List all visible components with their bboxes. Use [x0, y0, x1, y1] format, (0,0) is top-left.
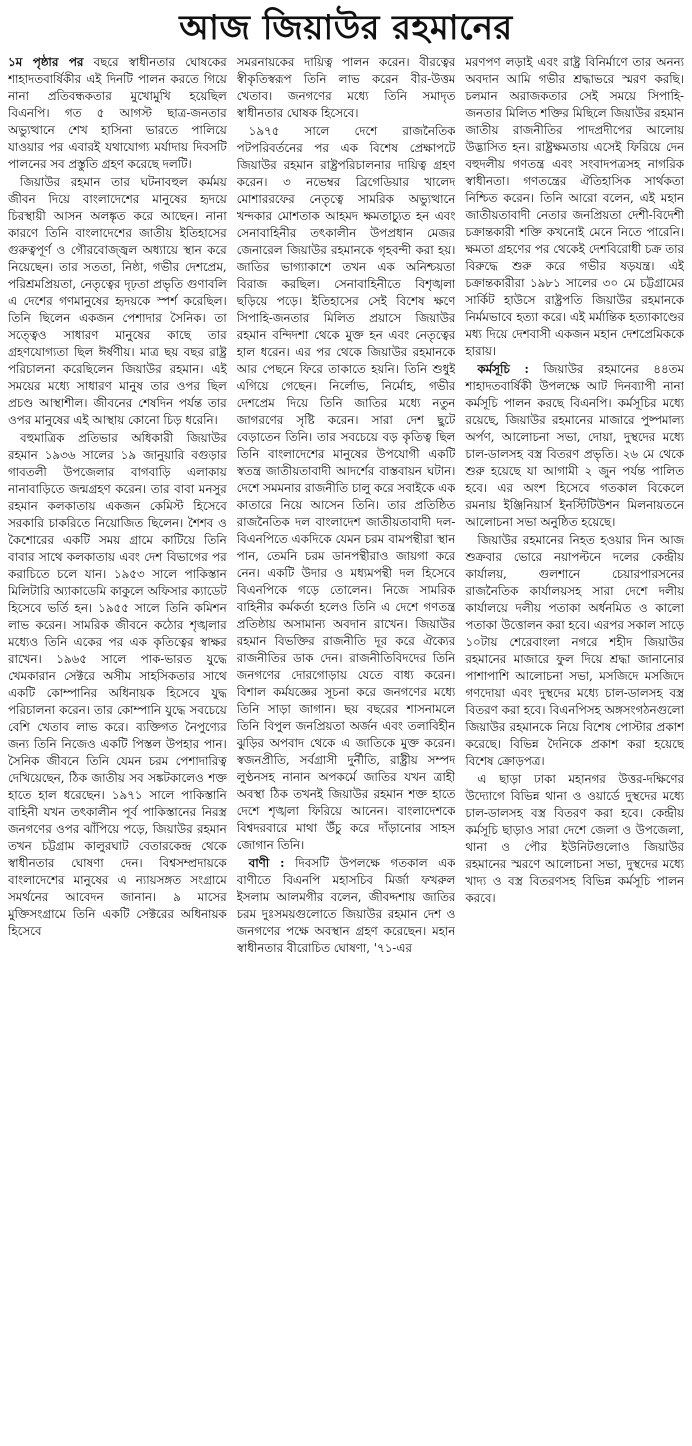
- column-3: [465, 54, 684, 1440]
- paragraph: [465, 361, 684, 531]
- paragraph: জিয়াউর রহমানের নিহত হওয়ার দিন আজ শুক্রবার ভোরে নয়াপল্টনে দলের কেন্দ্রীয় কার্যালয়, গুলশানে চেয়ারপারসনের রাজনৈতিক কার্যালয়সহ সারা দেশে দলীয় কার্যালয়ে দলীয় পতাকা অর্ধনমিত ও কালো পতাকা উত্তোলন করা হবে। এরপর সকাল সাড়ে ১০টায় শেরেবাংলা নগরে শহীদ জিয়াউর রহমানের মাজারে ফুল দিয়ে শ্রদ্ধা জানানোর পাশাপাশি আলোচনা সভা, মসজিদে মসজিদে গণদোয়া এবং দুস্থদের মধ্যে চাল-ডালসহ বস্ত্র বিতরণ করা হবে। বিএনপিসহ অঙ্গসংগঠনগুলো জিয়াউর রহমানকে নিয়ে বিশেষ পোস্টার প্রকাশ করেছে। বিভিন্ন দৈনিকে প্রকাশ করা হয়েছে বিশেষ ক্রোড়পত্র।: [465, 533, 685, 768]
- paragraph: [8, 54, 227, 173]
- article-columns: [8, 54, 684, 1440]
- paragraph: জিয়াউর রহমান তার ঘটনাবহুল কর্মময় জীবন দিয়ে বাংলাদেশের মানুষের হৃদয়ে চিরস্থায়ী আসন অলঙ্কৃত করে আছেন। নানা কারণে তিনি বাংলাদেশের জাতীয় ইতিহাসের গুরুত্বপূর্ণ ও গৌরবোজ্জ্বল অধ্যায়ে স্থান করে নিয়েছেন। তার সততা, নিষ্ঠা, গভীর দেশপ্রেম, পরিশ্রমপ্রিয়তা, নেতৃত্বের দৃঢ়তা প্রভৃতি গুণাবলি এ দেশের গণমানুষের হৃদয়কে স্পর্শ করেছিল। তিনি ছিলেন একজন পেশাদার সৈনিক। তা সত্ত্বেও সাধারণ মানুষের কাছে তার গ্রহণযোগ্যতা ছিল ঈর্ষণীয়। মাত্র ছয় বছর রাষ্ট্র পরিচালনা করেছিলেন জিয়াউর রহমান। এই সময়ের মধ্যে সাধারণ মানুষ তার ওপর ছিল প্রচণ্ড আস্থাশীল। জীবনের শেষদিন পর্যন্ত তার ওপর মানুষের এই আস্থায় কোনো চিড় ধরেনি।: [8, 175, 227, 427]
- paragraph: ১৯৭৫ সালে দেশে রাজনৈতিক পটপরিবর্তনের পর এক বিশেষ প্রেক্ষাপটে জিয়াউর রহমান রাষ্ট্রপরিচালনার দায়িত্ব গ্রহণ করেন। ৩ নভেম্বর ব্রিগেডিয়ার খালেদ মোশাররফের নেতৃত্বে সামরিক অভ্যুত্থানে খন্দকার মোশতাক আহমদ ক্ষমতাচ্যুত হন এবং সেনাবাহিনীর তৎকালীন উপপ্রধান মেজর জেনারেল জিয়াউর রহমানকে গৃহবন্দী করা হয়। জাতির ভাগ্যাকাশে তখন এক অনিশ্চয়তা বিরাজ করছিল। সেনাবাহিনীতে বিশৃঙ্খলা ছড়িয়ে পড়ে। ইতিহাসের সেই বিশেষ ক্ষণে সিপাহি-জনতার মিলিত প্রয়াসে জিয়াউর রহমান বন্দিদশা থেকে মুক্ত হন এবং নেতৃত্বের হাল ধরেন। এর পর থেকে জিয়াউর রহমানকে আর পেছনে ফিরে তাকাতে হয়নি। তিনি শুধুই এগিয়ে গেছেন। নির্লোভ, নির্মোহ, গভীর দেশপ্রেম দিয়ে তিনি জাতির মধ্যে নতুন জাগরণের সৃষ্টি করেন। সারা দেশ ছুটে বেড়াতেন তিনি। তার সবচেয়ে বড় কৃতিত্ব ছিল তিনি বাংলাদেশের মানুষের উপযোগী একটি স্বতন্ত্র জাতীয়তাবাদী আদর্শের বাস্তবায়ন ঘটান। দেশে সমমনার রাজনীতি চালু করে সবাইকে এক কাতারে নিয়ে আসেন তিনি। তার প্রতিষ্ঠিত রাজনৈতিক দল বাংলাদেশ জাতীয়তাবাদী দল-বিএনপিতে একদিকে যেমন চরম বামপন্থীরা স্থান পান, তেমনি চরম ডানপন্থীরাও জায়গা করে নেন। একটি উদার ও মধ্যমপন্থী দল হিসেবে বিএনপিকে গড়ে তোলেন। নিজে সামরিক বাহিনীর কর্মকর্তা হলেও তিনি এ দেশে গণতন্ত্র প্রতিষ্ঠায় অসামান্য অবদান রাখেন। জিয়াউর রহমান বিভক্তির রাজনীতি দূর করে ঐক্যের রাজনীতির ডাক দেন। রাজনীতিবিদদের তিনি জনগণের দোরগোড়ায় যেতে বাধ্য করেন। বিশাল কর্মযজ্ঞের সূচনা করে জনগণের মধ্যে তিনি সাড়া জাগান। ছয় বছরের শাসনামলে তিনি বিপুল জনপ্রিয়তা অর্জন এবং তলাবিহীন ঝুড়ির অপবাদ থেকে এ জাতিকে মুক্ত করেন। স্বজনপ্রীতি, সর্বগ্রাসী দুর্নীতি, রাষ্ট্রীয় সম্পদ লুণ্ঠনসহ নানান অপকর্মে জাতির যখন ত্রাহী অবস্থা ঠিক তখনই জিয়াউর রহমান শক্ত হাতে দেশে শৃঙ্খলা ফিরিয়ে আনেন। বাংলাদেশকে বিশ্বদরবারে মাথা উঁচু করে দাঁড়ানোর সাহস জোগান তিনি।: [236, 124, 456, 852]
- paragraph: বহুমাত্রিক প্রতিভার অধিকারী জিয়াউর রহমান ১৯৩৬ সালের ১৯ জানুয়ারি বগুড়ার গাবতলী উপজেলার বাগবাড়ি এলাকায় নানাবাড়িতে জন্মগ্রহণ করেন। তার বাবা মনসুর রহমান কলকাতায় একজন কেমিস্ট হিসেবে সরকারি চাকরিতে নিয়োজিত ছিলেন। শৈশব ও কৈশোরের একটি সময় গ্রামে কাটিয়ে তিনি বাবার সাথে কলকাতায় এবং দেশ বিভাগের পর করাচিতে চলে যান। ১৯৫৩ সালে পাকিস্তান মিলিটারি অ্যাকাডেমি কাকুলে অফিসার ক্যাডেট হিসেবে ভর্তি হন। ১৯৫৫ সালে তিনি কমিশন লাভ করেন। সামরিক জীবনে কঠোর শৃঙ্খলার মধ্যেও তিনি একের পর এক কৃতিত্বের স্বাক্ষর রাখেন। ১৯৬৫ সালে পাক-ভারত যুদ্ধে খেমকারান সেক্টরে অসীম সাহসিকতার সাথে একটি কোম্পানির অধিনায়ক হিসেবে যুদ্ধ পরিচালনা করেন। তার কোম্পানি যুদ্ধে সবচেয়ে বেশি খেতাব লাভ করে। ব্যক্তিগত নৈপুণ্যের জন্য তিনি নিজেও একটি পিস্তল উপহার পান। সৈনিক জীবনে তিনি যেমন চরম পেশাদারিত্ব দেখিয়েছেন, ঠিক জাতীয় সব সঙ্কটকালেও শক্ত হাতে হাল ধরেছেন। ১৯৭১ সালে পাকিস্তানি বাহিনী যখন তৎকালীন পূর্ব পাকিস্তানের নিরস্ত্র জনগণের ওপর ঝাঁপিয়ে পড়ে, জিয়াউর রহমান তখন চট্টগ্রাম কালুরঘাট বেতারকেন্দ্র থেকে স্বাধীনতার ঘোষণা দেন। বিশ্বসম্প্রদায়কে বাংলাদেশের মানুষের এ ন্যায়সঙ্গত সংগ্রামে সমর্থনের আবেদন জানান। ৯ মাসের মুক্তিসংগ্রামে তিনি একটি সেক্টরের অধিনায়ক হিসেবে: [8, 431, 227, 938]
- paragraph: [237, 855, 456, 957]
- column-2: [237, 54, 456, 1440]
- paragraph: সমরনায়কের দায়িত্ব পালন করেন। বীরত্বের স্বীকৃতিস্বরূপ তিনি লাভ করেন বীর-উত্তম খেতাব। জনগণের মধ্যে তিনি সমাদৃত স্বাধীনতার ঘোষক হিসেবে।: [236, 55, 456, 120]
- column-1: [8, 54, 227, 1440]
- paragraph: মরণপণ লড়াই এবং রাষ্ট্র বিনির্মাণে তার অনন্য অবদান আমি গভীর শ্রদ্ধাভরে স্মরণ করছি। চলমান অরাজকতার সেই সময়ে সিপাহি-জনতার মিলিত শক্তির মিছিলে জিয়াউর রহমান জাতীয় রাজনীতির পাদপ্রদীপের আলোয় উদ্ভাসিত হন। রাষ্ট্রক্ষমতায় এসেই ফিরিয়ে দেন বহুদলীয় গণতন্ত্র এবং সংবাদপত্রসহ নাগরিক স্বাধীনতা। গণতন্ত্রের ঐতিহাসিক সার্থকতা নিশ্চিত করেন। তিনি আরো বলেন, এই মহান জাতীয়তাবাদী নেতার জনপ্রিয়তা দেশী-বিদেশী চক্রান্তকারী শক্তি কখনোই মেনে নিতে পারেনি। ক্ষমতা গ্রহণের পর থেকেই দেশবিরোধী চক্র তার বিরুদ্ধে শুরু করে গভীর ষড়যন্ত্র। এই চক্রান্তকারীরা ১৯৮১ সালের ৩০ মে চট্টগ্রামের সার্কিট হাউসে রাষ্ট্রপতি জিয়াউর রহমানকে নির্মমভাবে হত্যা করে। এই মর্মান্তিক হত্যাকাণ্ডের মধ্য দিয়ে দেশবাসী একজন মহান দেশপ্রেমিককে হারায়।: [465, 55, 685, 358]
- headline: আজ জিয়াউর রহমানের: [179, 8, 513, 48]
- paragraph-text: জিয়াউর রহমানের ৪৪তম শাহাদতবার্ষিকী উপলক্ষে আট দিনব্যাপী নানা কর্মসূচি পালন করছে বিএনপি। কর্মসূচির মধ্যে রয়েছে, জিয়াউর রহমানের মাজারে পুষ্পমাল্য অর্পণ, আলোচনা সভা, দোয়া, দুস্থদের মধ্যে চাল-ডালসহ বস্ত্র বিতরণ প্রভৃতি। ২৬ মে থেকে শুরু হয়েছে যা আগামী ২ জুন পর্যন্ত পালিত হবে। এর অংশ হিসেবে গতকাল বিকেলে রমনায় ইঞ্জিনিয়ার্স ইনস্টিটিউশন মিলনায়তনে আলোচনা সভা অনুষ্ঠিত হয়েছে।: [465, 362, 685, 529]
- kormosuchi-subhead: কর্মসূচি :: [477, 362, 529, 376]
- continued-from-label: ১ম পৃষ্ঠার পর: [8, 55, 84, 69]
- paragraph: এ ছাড়া ঢাকা মহানগর উত্তর-দক্ষিণের উদ্যোগে বিভিন্ন থানা ও ওয়ার্ডে দুস্থদের মধ্যে চাল-ডালসহ বস্ত্র বিতরণ করা হবে। কেন্দ্রীয় কর্মসূচি ছাড়াও সারা দেশে জেলা ও উপজেলা, থানা ও পৌর ইউনিটগুলোও জিয়াউর রহমানের স্মরণে আলোচনা সভা, দুস্থদের মধ্যে খাদ্য ও বস্ত্র বিতরণসহ বিভিন্ন কর্মসূচি পালন করবে।: [465, 772, 685, 905]
- paragraph-text: বছরে স্বাধীনতার ঘোষকের শাহাদতবার্ষিকীর এই দিনটি পালন করতে গিয়ে নানা প্রতিবন্ধকতার মুখোমুখি হয়েছিল বিএনপি। গত ৫ আগস্ট ছাত্র-জনতার অভ্যুত্থানে শেখ হাসিনা ভারতে পালিয়ে যাওয়ার পর এবারই যথাযোগ্য মর্যাদায় দিবসটি পালনের সব প্রস্তুতি গ্রহণ করেছে দলটি।: [8, 55, 227, 171]
- paragraph-text: দিবসটি উপলক্ষে গতকাল এক বাণীতে বিএনপি মহাসচিব মির্জা ফখরুল ইসলাম আলমগীর বলেন, জীবদ্দশায় জাতির চরম দুঃসময়গুলোতে জিয়াউর রহমান দেশ ও জনগণের পক্ষে অবস্থান গ্রহণ করেছেন। মহান স্বাধীনতার বীরোচিত ঘোষণা, '৭১-এর: [236, 856, 456, 955]
- bani-subhead: বাণী :: [248, 856, 285, 870]
